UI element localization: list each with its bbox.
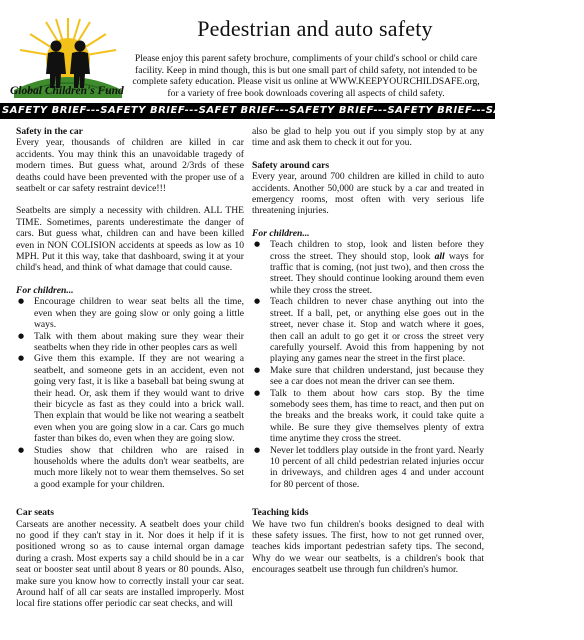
list-item xyxy=(252,239,484,296)
page-title: Pedestrian and auto safety xyxy=(197,16,433,41)
right-column xyxy=(252,126,484,576)
intro-text: Please enjoy this parent safety brochure, compliments of your child's school or child care facility. Keep in mind though, this is but one small part of child safety, not intended to be complete safety education. Please visit us online at WWW.KEEPYOURCHILDSAFE.org, for a variety of free book downloads covering all aspects of child safety. xyxy=(132,53,480,99)
list-item: ● Make sure that children understand, just because they see a car does not mean the driver can see them. xyxy=(252,365,484,388)
list-item: ● Teach children to never chase anything out into the street. If a ball, pet, or anything else goes out in the street, never chase it. Stop and watch where it goes, then call an adult to go get it or cross the street very carefully yourself. Avoid this from happening by not playing any games near the street in the first place. xyxy=(252,296,484,364)
tips-list xyxy=(16,296,244,490)
paragraph: Carseats are another necessity. A seatbelt does your child no good if they can't stay in it. Nor does it help if it is positioned wrong so as to cause internal organ damage during a crash. Most experts say a child should be in a car seat or booster seat until about 8 years or 80 pounds. Also, make sure you know how to correctly install your car seat. Around half of all car seats are installed improperly. Most local fire stations offer periodic car seat checks, and will xyxy=(16,518,244,610)
safety-brief-banner xyxy=(0,103,584,119)
section-heading-safety-in-car: Safety in the car xyxy=(16,126,83,137)
paragraph: Every year, around 700 children are killed in child to auto accidents. Another 50,000 are stuck by a car and treated in emergency rooms, most often with very serious life threatening injuries. xyxy=(252,171,484,217)
left-column xyxy=(16,126,244,610)
paragraph: We have two fun children's books designed to deal with these safety issues. The first, how to not get runned over, teaches kids important pedestrian safety tips. The second, Why do we wear our seatbelts, is a children's book that encourages seatbelt use through fun children's humor. xyxy=(252,518,484,576)
paragraph: Seatbelts are simply a necessity with children. ALL THE TIME. Sometimes, parents underestimate the danger of cars. But guess what, children can and have been killed even in NON COLISION accidents at speeds as low as 10 MPH. Put it this way, take that dashboard, swing it at your child's head, and think of what damage that could cause. xyxy=(16,205,244,274)
list-item: ● Never let toddlers play outside in the front yard. Nearly 10 percent of all child pedestrian related injuries occur in driveways, and children ages 4 and under account for 80 percent of those. xyxy=(252,445,484,491)
paragraph: also be glad to help you out if you simply stop by at any time and ask them to check it out for you. xyxy=(252,126,484,149)
logo-name: Global Children's Fund xyxy=(10,85,124,97)
list-item: ● Give them this example. If they are not wearing a seatbelt, and someone gets in an accident, even not going very fast, it is like a baseball bat being swung at their head. Or, ask them if they would want to drive their bicycle as fast as they could into a brick wall. Then explain that would be like not wearing a seatbelt even when you are going slow in a car. Cars go much faster than bikes do, even when they are going slow. xyxy=(16,353,244,444)
section-heading-teaching-kids: Teaching kids xyxy=(252,507,309,519)
section-heading-for-children: For children... xyxy=(252,227,310,239)
list-item: ● Talk with them about making sure they wear their seatbelts when they ride in other peoples cars as well xyxy=(16,331,244,354)
section-heading-safety-around-cars: Safety around cars xyxy=(252,159,330,171)
banner-text: SAFETY BRIEF---SAFETY BRIEF---SAFET BRIEF---SAFETY BRIEF---SAFETY BRIEF---SAFETY BRIEF--- xyxy=(2,105,584,116)
list-item-text: ways for traffic that is coming, (not just two), and then cross the street. They should continue looking around them even while they cross the street. xyxy=(270,250,484,296)
list-item-text: Teach children to stop, look and listen before they cross the street. They should stop, look xyxy=(270,239,484,262)
paragraph: Every year, thousands of children are killed in car accidents. You may think this an unavoidable tragedy of modern times. But guess what, around 2/3rds of these deaths could have been prevented with the proper use of a seatbelt or car safety restraint device!!! xyxy=(16,137,244,195)
tips-list xyxy=(252,239,484,490)
section-heading-for-children: For children... xyxy=(16,284,74,296)
section-heading-car-seats: Car seats xyxy=(16,507,54,519)
list-item: ● Talk to them about how cars stop. By the time somebody sees them, has time to react, and then put on the breaks and the breaks work, it could take quite a while. Be sure they give themselves plenty of extra time anytime they cross the street. xyxy=(252,388,484,445)
list-item: ● Encourage children to wear seat belts all the time, even when they are going slow or only going a little ways. xyxy=(16,296,244,330)
emphasis-text: all xyxy=(434,250,445,262)
list-item: ● Studies show that children who are raised in households where the adults don't wear seatbelts, are much more likely not to wear them themselves. So set a good example for your children. xyxy=(16,445,244,491)
